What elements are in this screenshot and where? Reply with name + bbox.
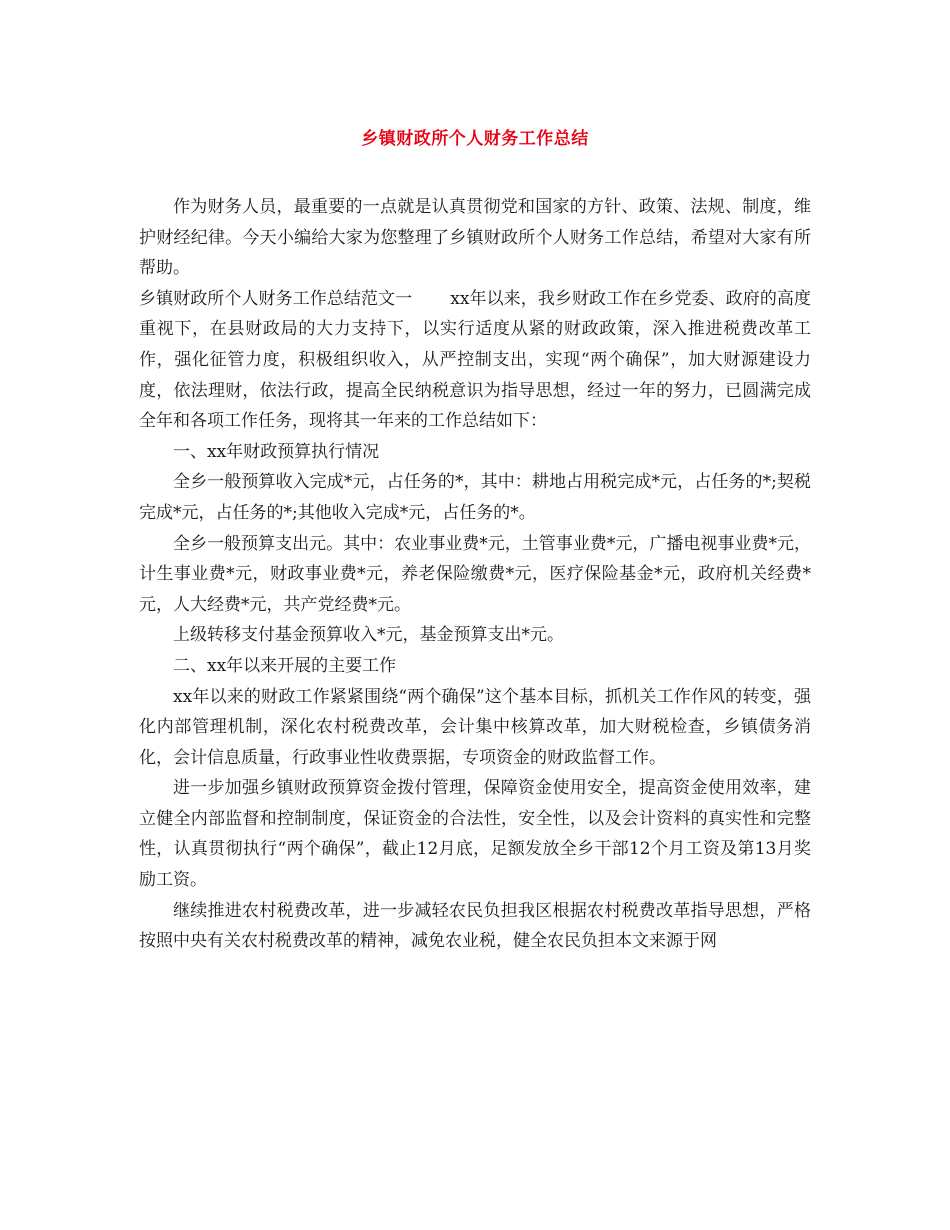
section-heading-2: 二、xx年以来开展的主要工作 — [173, 655, 397, 676]
sample-heading: 乡镇财政所个人财务工作总结范文一 — [139, 288, 413, 309]
section-heading-1: 一、xx年财政预算执行情况 — [173, 441, 380, 462]
document-body — [139, 192, 811, 957]
document-title: 乡镇财政所个人财务工作总结 — [361, 129, 589, 149]
paragraph-revenue: 全乡一般预算收入完成*元，占任务的*，其中：耕地占用税完成*元，占任务的*;契税完成*元，占任务的*;其他收入完成*元，占任务的*。 — [139, 472, 811, 523]
paragraph-work-3: 继续推进农村税费改革，进一步减轻农民负担我区根据农村税费改革指导思想，严格按照中央有关农村税费改革的精神，减免农业税，健全农民负担本文来源于网 — [139, 900, 811, 952]
sample-body: xx年以来，我乡财政工作在乡党委、政府的高度重视下，在县财政局的大力支持下，以实行适度从紧的财政政策，深入推进税费改革工作，强化征管力度，积极组织收入，从严控制支出，实现“两个确保”，加大财源建设力度，依法理财，依法行政，提高全民纳税意识为指导思想，经过一年的努力，已圆满完成全年和各项工作任务，现将其一年来的工作总结如下： — [139, 288, 811, 432]
paragraph-work-1: xx年以来的财政工作紧紧围绕“两个确保”这个基本目标，抓机关工作作风的转变，强化内部管理机制，深化农村税费改革，会计集中核算改革，加大财税检查，乡镇债务消化，会计信息质量，行政事业性收费票据，专项资金的财政监督工作。 — [139, 686, 811, 768]
paragraph-expenditure: 全乡一般预算支出元。其中：农业事业费*元，土管事业费*元，广播电视事业费*元，计生事业费*元，财政事业费*元，养老保险缴费*元，医疗保险基金*元，政府机关经费*元，人大经费*元，共产党经费*元。 — [139, 533, 811, 615]
paragraph-intro: 作为财务人员，最重要的一点就是认真贯彻党和国家的方针、政策、法规、制度，维护财经纪律。今天小编给大家为您整理了乡镇财政所个人财务工作总结，希望对大家有所帮助。 — [139, 197, 811, 279]
paragraph-work-2: 进一步加强乡镇财政预算资金拨付管理，保障资金使用安全，提高资金使用效率，建立健全内部监督和控制制度，保证资金的合法性，安全性，以及会计资料的真实性和完整性，认真贯彻执行“两个确保”，截止12月底，足额发放全乡干部12个月工资及第13月奖励工资。 — [139, 778, 811, 891]
paragraph-sample — [139, 284, 811, 437]
paragraph-transfer: 上级转移支付基金预算收入*元，基金预算支出*元。 — [173, 625, 564, 646]
